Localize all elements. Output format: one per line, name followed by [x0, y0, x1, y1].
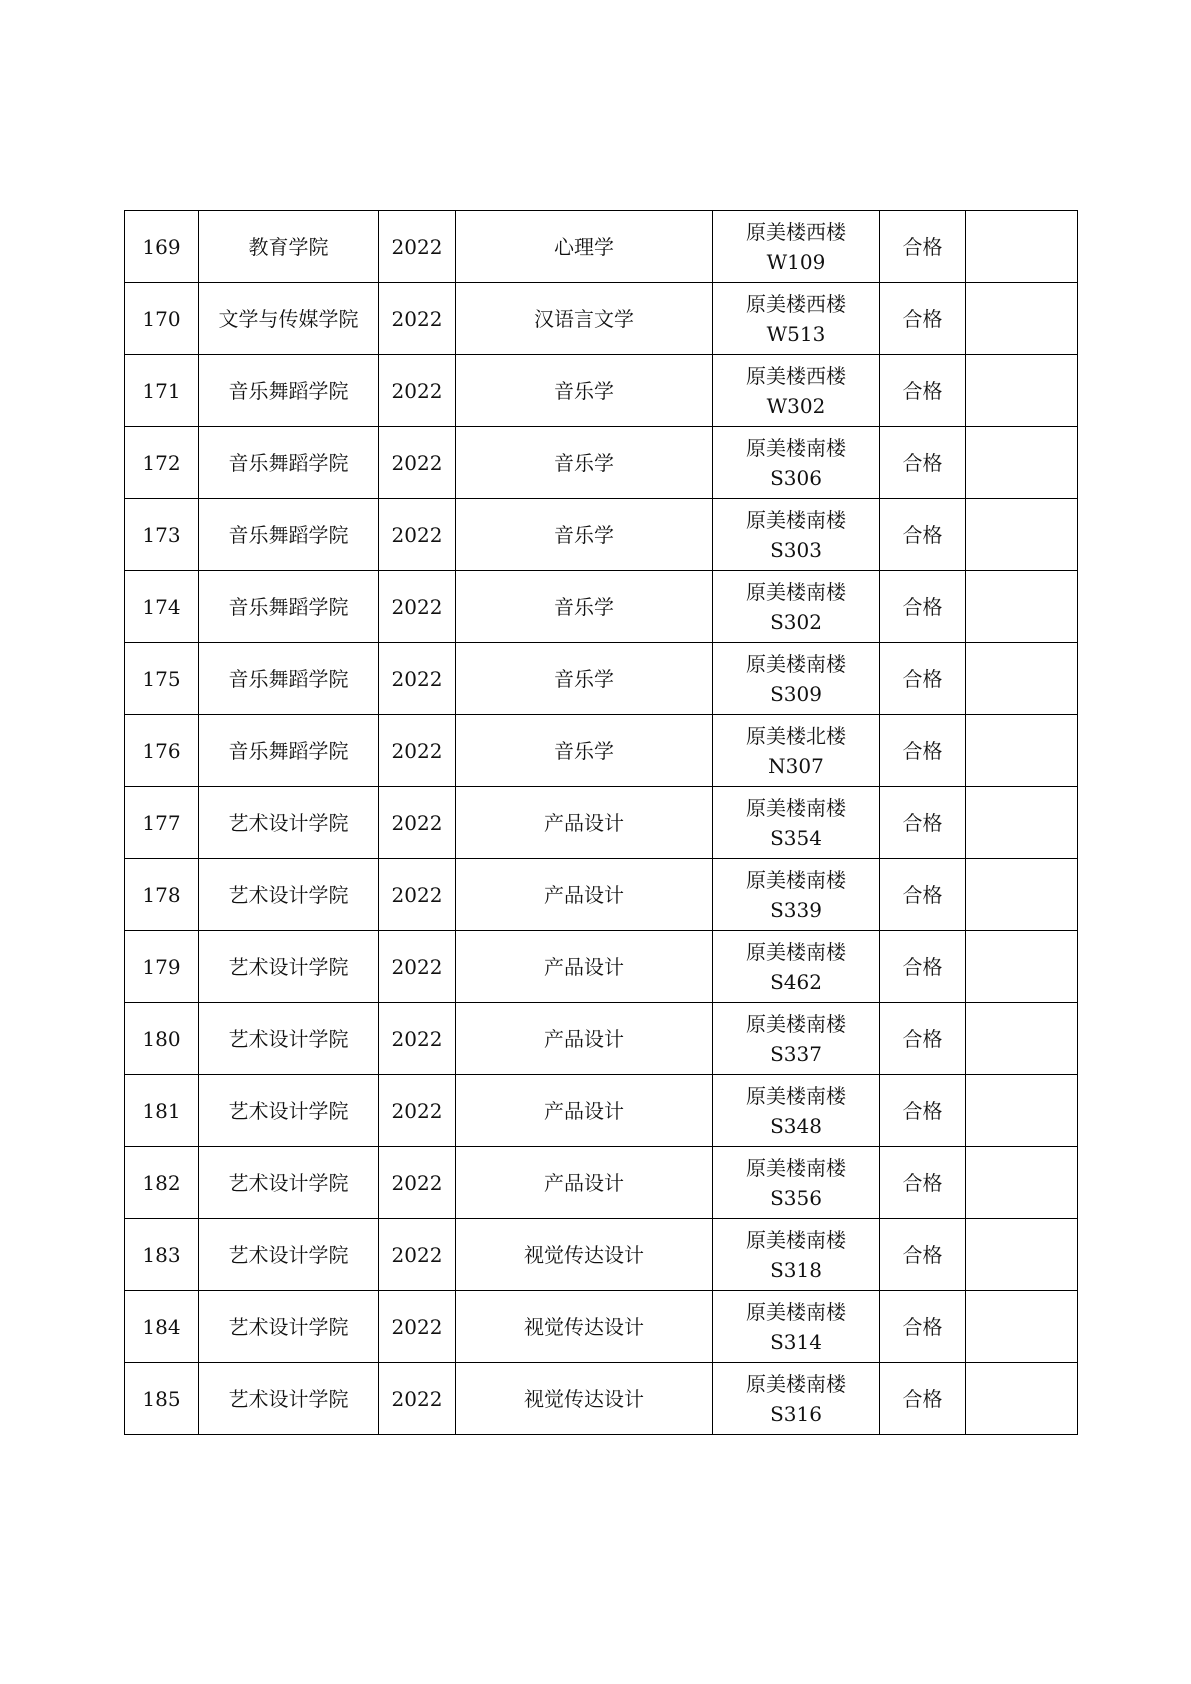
- location-cell: [713, 787, 880, 859]
- college-cell: 艺术设计学院: [199, 787, 379, 859]
- row-number-cell: 179: [125, 931, 199, 1003]
- row-number-cell: 172: [125, 427, 199, 499]
- building-name: 原美楼西楼: [746, 219, 846, 244]
- row-number-cell: 169: [125, 211, 199, 283]
- building-name: 原美楼南楼: [746, 507, 846, 532]
- college-cell: 音乐舞蹈学院: [199, 427, 379, 499]
- row-number-cell: 171: [125, 355, 199, 427]
- year-cell: 2022: [379, 427, 456, 499]
- room-number: W109: [766, 249, 826, 274]
- college-cell: 音乐舞蹈学院: [199, 715, 379, 787]
- table-row: [125, 571, 1078, 643]
- major-cell: 视觉传达设计: [456, 1219, 713, 1291]
- table-row: [125, 787, 1078, 859]
- location-cell: [713, 1363, 880, 1435]
- row-number-cell: 182: [125, 1147, 199, 1219]
- location-cell: [713, 1075, 880, 1147]
- location-cell: [713, 571, 880, 643]
- college-cell: 教育学院: [199, 211, 379, 283]
- result-cell: 合格: [880, 787, 966, 859]
- room-number: S302: [770, 609, 822, 634]
- table-row: [125, 715, 1078, 787]
- table-row: [125, 283, 1078, 355]
- major-cell: 音乐学: [456, 499, 713, 571]
- college-cell: 文学与传媒学院: [199, 283, 379, 355]
- year-cell: 2022: [379, 283, 456, 355]
- row-number-cell: 176: [125, 715, 199, 787]
- result-cell: 合格: [880, 1147, 966, 1219]
- location-cell: [713, 355, 880, 427]
- college-cell: 音乐舞蹈学院: [199, 499, 379, 571]
- building-name: 原美楼南楼: [746, 939, 846, 964]
- year-cell: 2022: [379, 355, 456, 427]
- table-row: [125, 1219, 1078, 1291]
- year-cell: 2022: [379, 1075, 456, 1147]
- row-number-cell: 183: [125, 1219, 199, 1291]
- table-row: [125, 1363, 1078, 1435]
- note-cell: [966, 787, 1078, 859]
- college-cell: 艺术设计学院: [199, 931, 379, 1003]
- major-cell: 视觉传达设计: [456, 1291, 713, 1363]
- room-number: W513: [766, 321, 826, 346]
- result-cell: 合格: [880, 499, 966, 571]
- result-cell: 合格: [880, 571, 966, 643]
- building-name: 原美楼南楼: [746, 651, 846, 676]
- note-cell: [966, 715, 1078, 787]
- major-cell: 视觉传达设计: [456, 1363, 713, 1435]
- major-cell: 汉语言文学: [456, 283, 713, 355]
- major-cell: 音乐学: [456, 427, 713, 499]
- room-number: W302: [766, 393, 826, 418]
- location-cell: [713, 1003, 880, 1075]
- location-cell: [713, 931, 880, 1003]
- building-name: 原美楼南楼: [746, 867, 846, 892]
- room-number: S306: [770, 465, 822, 490]
- note-cell: [966, 1363, 1078, 1435]
- table-body: [125, 211, 1078, 1435]
- year-cell: 2022: [379, 715, 456, 787]
- building-name: 原美楼西楼: [746, 291, 846, 316]
- row-number-cell: 170: [125, 283, 199, 355]
- note-cell: [966, 211, 1078, 283]
- row-number-cell: 174: [125, 571, 199, 643]
- college-cell: 艺术设计学院: [199, 1219, 379, 1291]
- table-row: [125, 643, 1078, 715]
- result-cell: 合格: [880, 931, 966, 1003]
- room-number: S462: [770, 969, 822, 994]
- result-cell: 合格: [880, 1075, 966, 1147]
- note-cell: [966, 1219, 1078, 1291]
- major-cell: 心理学: [456, 211, 713, 283]
- row-number-cell: 175: [125, 643, 199, 715]
- building-name: 原美楼南楼: [746, 1011, 846, 1036]
- note-cell: [966, 427, 1078, 499]
- room-number: S348: [770, 1113, 822, 1138]
- table-row: [125, 859, 1078, 931]
- college-cell: 音乐舞蹈学院: [199, 355, 379, 427]
- year-cell: 2022: [379, 643, 456, 715]
- major-cell: 音乐学: [456, 643, 713, 715]
- location-cell: [713, 1291, 880, 1363]
- location-cell: [713, 1219, 880, 1291]
- major-cell: 产品设计: [456, 1147, 713, 1219]
- year-cell: 2022: [379, 571, 456, 643]
- result-cell: 合格: [880, 715, 966, 787]
- result-cell: 合格: [880, 643, 966, 715]
- building-name: 原美楼南楼: [746, 1227, 846, 1252]
- row-number-cell: 177: [125, 787, 199, 859]
- year-cell: 2022: [379, 931, 456, 1003]
- row-number-cell: 180: [125, 1003, 199, 1075]
- table-row: [125, 1075, 1078, 1147]
- building-name: 原美楼南楼: [746, 1371, 846, 1396]
- result-cell: 合格: [880, 859, 966, 931]
- major-cell: 产品设计: [456, 1003, 713, 1075]
- location-cell: [713, 715, 880, 787]
- room-number: N307: [768, 753, 824, 778]
- room-number: S309: [770, 681, 822, 706]
- note-cell: [966, 1075, 1078, 1147]
- room-number: S356: [770, 1185, 822, 1210]
- major-cell: 音乐学: [456, 715, 713, 787]
- college-cell: 艺术设计学院: [199, 1147, 379, 1219]
- result-cell: 合格: [880, 283, 966, 355]
- major-cell: 产品设计: [456, 1075, 713, 1147]
- row-number-cell: 181: [125, 1075, 199, 1147]
- note-cell: [966, 355, 1078, 427]
- major-cell: 产品设计: [456, 931, 713, 1003]
- table-row: [125, 355, 1078, 427]
- note-cell: [966, 859, 1078, 931]
- location-cell: [713, 859, 880, 931]
- building-name: 原美楼南楼: [746, 1083, 846, 1108]
- year-cell: 2022: [379, 859, 456, 931]
- table-row: [125, 1003, 1078, 1075]
- location-cell: [713, 211, 880, 283]
- building-name: 原美楼南楼: [746, 435, 846, 460]
- year-cell: 2022: [379, 1363, 456, 1435]
- note-cell: [966, 1291, 1078, 1363]
- location-cell: [713, 499, 880, 571]
- result-cell: 合格: [880, 1291, 966, 1363]
- location-cell: [713, 283, 880, 355]
- building-name: 原美楼西楼: [746, 363, 846, 388]
- location-cell: [713, 1147, 880, 1219]
- college-cell: 艺术设计学院: [199, 1075, 379, 1147]
- table-row: [125, 211, 1078, 283]
- result-cell: 合格: [880, 427, 966, 499]
- note-cell: [966, 1003, 1078, 1075]
- result-cell: 合格: [880, 1003, 966, 1075]
- major-cell: 产品设计: [456, 859, 713, 931]
- table-row: [125, 499, 1078, 571]
- note-cell: [966, 1147, 1078, 1219]
- table-row: [125, 931, 1078, 1003]
- result-cell: 合格: [880, 355, 966, 427]
- result-cell: 合格: [880, 211, 966, 283]
- year-cell: 2022: [379, 1147, 456, 1219]
- college-cell: 音乐舞蹈学院: [199, 643, 379, 715]
- note-cell: [966, 499, 1078, 571]
- year-cell: 2022: [379, 1003, 456, 1075]
- room-number: S316: [770, 1401, 822, 1426]
- year-cell: 2022: [379, 1291, 456, 1363]
- year-cell: 2022: [379, 1219, 456, 1291]
- college-cell: 艺术设计学院: [199, 1363, 379, 1435]
- row-number-cell: 184: [125, 1291, 199, 1363]
- table-row: [125, 427, 1078, 499]
- note-cell: [966, 643, 1078, 715]
- year-cell: 2022: [379, 787, 456, 859]
- building-name: 原美楼南楼: [746, 1299, 846, 1324]
- inspection-results-table: [124, 210, 1078, 1435]
- college-cell: 艺术设计学院: [199, 859, 379, 931]
- row-number-cell: 173: [125, 499, 199, 571]
- table-row: [125, 1291, 1078, 1363]
- building-name: 原美楼南楼: [746, 1155, 846, 1180]
- college-cell: 音乐舞蹈学院: [199, 571, 379, 643]
- year-cell: 2022: [379, 499, 456, 571]
- major-cell: 产品设计: [456, 787, 713, 859]
- room-number: S318: [770, 1257, 822, 1282]
- location-cell: [713, 427, 880, 499]
- building-name: 原美楼南楼: [746, 795, 846, 820]
- note-cell: [966, 283, 1078, 355]
- building-name: 原美楼北楼: [746, 723, 846, 748]
- major-cell: 音乐学: [456, 355, 713, 427]
- row-number-cell: 185: [125, 1363, 199, 1435]
- table-row: [125, 1147, 1078, 1219]
- room-number: S354: [770, 825, 822, 850]
- building-name: 原美楼南楼: [746, 579, 846, 604]
- college-cell: 艺术设计学院: [199, 1003, 379, 1075]
- row-number-cell: 178: [125, 859, 199, 931]
- year-cell: 2022: [379, 211, 456, 283]
- note-cell: [966, 931, 1078, 1003]
- room-number: S314: [770, 1329, 822, 1354]
- result-cell: 合格: [880, 1363, 966, 1435]
- major-cell: 音乐学: [456, 571, 713, 643]
- college-cell: 艺术设计学院: [199, 1291, 379, 1363]
- location-cell: [713, 643, 880, 715]
- room-number: S337: [770, 1041, 822, 1066]
- result-cell: 合格: [880, 1219, 966, 1291]
- room-number: S303: [770, 537, 822, 562]
- note-cell: [966, 571, 1078, 643]
- room-number: S339: [770, 897, 822, 922]
